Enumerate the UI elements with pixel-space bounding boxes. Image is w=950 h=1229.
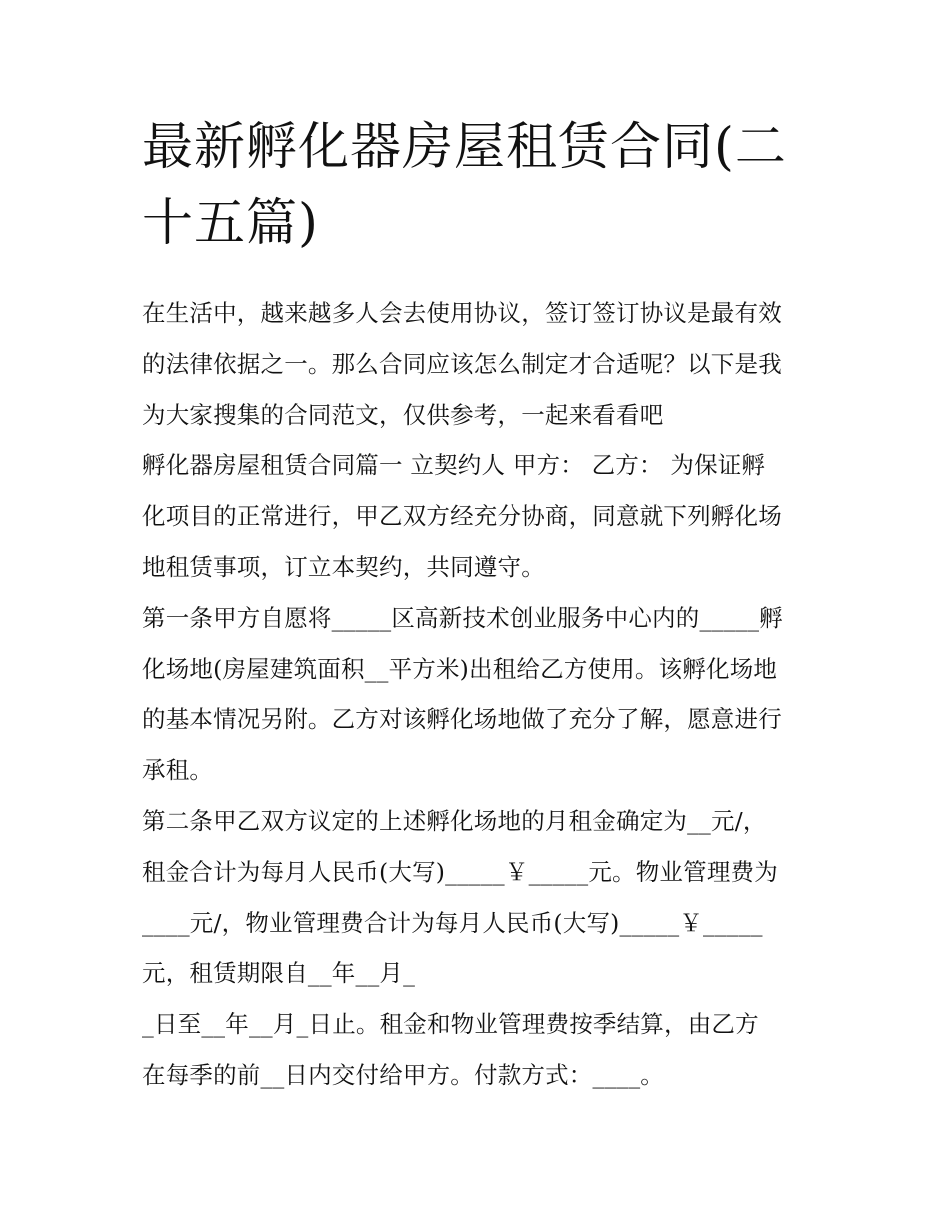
body-line: 第一条甲方自愿将_____区高新技术创业服务中心内的_____孵 (142, 603, 783, 632)
body-line: 第二条甲乙双方议定的上述孵化场地的月租金确定为__元/， (142, 806, 767, 835)
body-line: 的法律依据之一。那么合同应该怎么制定才合适呢？以下是我 (142, 349, 782, 378)
body-line: 元，租赁期限自__年__月_ (142, 959, 416, 988)
document-content (142, 110, 817, 1101)
body-line: 的基本情况另附。乙方对该孵化场地做了充分了解，愿意进行 (142, 705, 782, 734)
body-line: 地租赁事项，订立本契约，共同遵守。 (142, 552, 545, 581)
body-line: 为大家搜集的合同范文，仅供参考，一起来看看吧 (142, 400, 664, 429)
body-line: 孵化器房屋租赁合同篇一 立契约人 甲方： 乙方： 为保证孵 (142, 451, 766, 480)
body-line: 在生活中，越来越多人会去使用协议，签订签订协议是最有效 (142, 299, 782, 327)
document-title: 最新孵化器房屋租赁合同(二十五篇) (142, 118, 787, 253)
document-body (142, 288, 817, 1101)
body-line: 化项目的正常进行，甲乙双方经充分协商，同意就下列孵化场 (142, 502, 782, 531)
body-line: 租金合计为每月人民币(大写)_____￥_____元。物业管理费为 (142, 857, 778, 886)
body-line: 在每季的前__日内交付给甲方。付款方式：____。 (142, 1060, 664, 1089)
body-line: _日至__年__月_日止。租金和物业管理费按季结算，由乙方 (142, 1010, 759, 1039)
body-line: 化场地(房屋建筑面积__平方米)出租给乙方使用。该孵化场地 (142, 654, 778, 683)
body-line: 承租。 (142, 756, 214, 785)
body-line: ____元/，物业管理费合计为每月人民币(大写)_____￥_____ (142, 908, 763, 937)
